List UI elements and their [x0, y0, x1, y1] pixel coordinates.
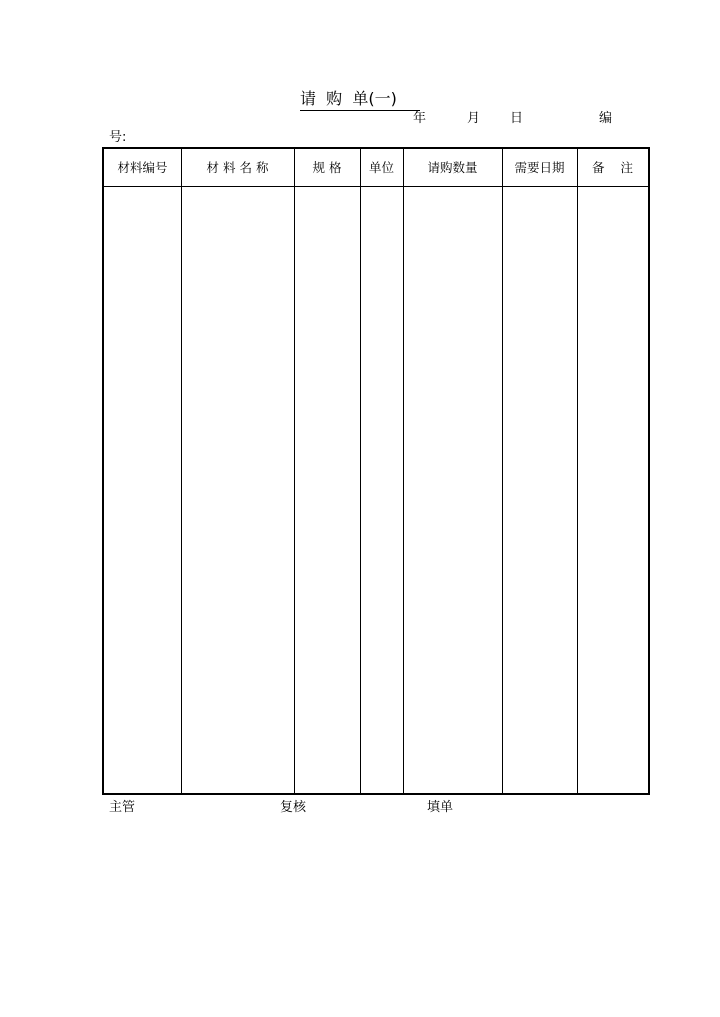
- number-label-part1: 编: [599, 111, 613, 126]
- column-divider: [403, 149, 404, 793]
- footer-filler-label: 填单: [427, 800, 454, 815]
- column-divider: [577, 149, 578, 793]
- column-divider: [360, 149, 361, 793]
- header-specification: 规 格: [312, 160, 342, 175]
- header-material-code: 材料编号: [117, 160, 168, 175]
- footer-reviewer-label: 复核: [280, 800, 307, 815]
- number-label-part2: 号:: [109, 130, 127, 145]
- form-title: 请 购 单(一): [300, 88, 420, 111]
- date-month-label: 月: [467, 111, 481, 126]
- date-day-label: 日: [510, 111, 524, 126]
- column-divider: [502, 149, 503, 793]
- footer-supervisor-label: 主管: [109, 800, 136, 815]
- header-remarks: 备 注: [592, 160, 633, 175]
- purchase-request-table: [102, 147, 650, 795]
- header-material-name: 材 料 名 称: [206, 160, 269, 175]
- date-year-label: 年: [413, 111, 427, 126]
- header-required-date: 需要日期: [514, 160, 565, 175]
- header-request-quantity: 请购数量: [427, 160, 478, 175]
- column-divider: [294, 149, 295, 793]
- header-unit: 单位: [368, 160, 394, 175]
- column-divider: [181, 149, 182, 793]
